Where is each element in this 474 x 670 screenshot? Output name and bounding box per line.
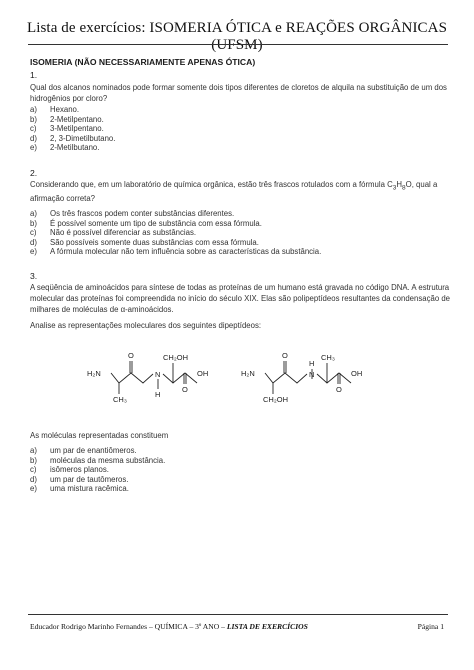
question-3-text: A seqüência de aminoácidos para síntese de todas as proteínas de um humano está gravada no código DNA. A estrutura molecular das proteínas foi compreendida no início do século XIX. Elas são polipeptídeos resultantes da condensação de milhares de moléculas de α-aminoácidos. [30, 283, 450, 314]
question-3-analyse-text: Analise as representações moleculares dos seguintes dipeptídeos: [30, 321, 262, 330]
question-1-options [30, 105, 115, 153]
option-item: e) uma mistura racêmica. [30, 484, 129, 494]
option-item: d) 2, 3-Dimetilbutano. [30, 133, 116, 143]
question-2-text: Considerando que, em um laboratório de química orgânica, estão três frascos rotulados com a fórmula $C_3H_8O$, qual a afirmação correta? [30, 180, 438, 204]
option-item: b) moléculas da mesma substância. [30, 455, 166, 465]
atom-label: O [128, 351, 134, 360]
question-1-text: Qual dos alcanos nominados pode formar somente dois tipos diferentes de cloretos de alquila na substituição de um dos hidrogênios por cloro? [30, 83, 447, 103]
page-number: Página 1 [417, 622, 444, 631]
atom-label: CH₂OH [263, 395, 288, 404]
option-item: a) um par de enantiômeros. [30, 446, 137, 455]
question-3-prompt: As moléculas representadas constituem [30, 431, 169, 440]
option-item: a) Hexano. [30, 105, 80, 114]
question-3-options [30, 446, 165, 494]
atom-label: CH₃ [321, 353, 335, 362]
option-item: a) Os três frascos podem conter substâncias diferentes. [30, 209, 235, 218]
option-item: d) um par de tautômeros. [30, 474, 129, 484]
footer-divider [28, 614, 448, 615]
option-item: d) São possíveis somente duas substâncias com essa fórmula. [30, 237, 259, 247]
question-1-number: 1. [30, 70, 38, 80]
atom-label: H [309, 359, 315, 368]
atom-label: CH₃ [113, 395, 127, 404]
option-item: c) 3-Metilpentano. [30, 124, 104, 134]
option-item: b) 2-Metilpentano. [30, 114, 104, 124]
question-3-number: 3. [30, 271, 38, 281]
document-title: Lista de exercícios: ISOMERIA ÓTICA e REAÇÕES ORGÂNICAS (UFSM) [26, 20, 448, 53]
atom-label: H [155, 390, 161, 399]
atom-label: N [155, 370, 161, 379]
footer-author: Educador Rodrigo Marinho Fernandes – QUÍMICA – 3º ANO – LISTA DE EXERCÍCIOS [30, 622, 308, 631]
atom-label: O [336, 385, 342, 394]
option-item: e) A fórmula molecular não tem influência sobre as características da substância. [30, 247, 322, 257]
atom-label: CH₂OH [163, 353, 188, 362]
question-2-options [30, 209, 321, 257]
atom-label: OH [351, 369, 363, 378]
atom-label: O [182, 385, 188, 394]
option-item: e) 2-Metilbutano. [30, 143, 100, 153]
dipeptide-structures [85, 340, 385, 415]
atom-label: N [309, 370, 315, 379]
section-heading: ISOMERIA (NÃO NECESSARIAMENTE APENAS ÓTICA) [30, 57, 256, 67]
option-item: c) Não é possível diferenciar as substâncias. [30, 228, 197, 238]
option-item: c) isômeros planos. [30, 465, 109, 475]
question-2-number: 2. [30, 168, 38, 178]
option-item: b) É possível somente um tipo de substância com essa fórmula. [30, 218, 262, 228]
atom-label: OH [197, 369, 209, 378]
atom-label: O [282, 351, 288, 360]
atom-label: H₂N [87, 369, 101, 378]
atom-label: H₂N [241, 369, 255, 378]
title-divider [28, 44, 448, 45]
